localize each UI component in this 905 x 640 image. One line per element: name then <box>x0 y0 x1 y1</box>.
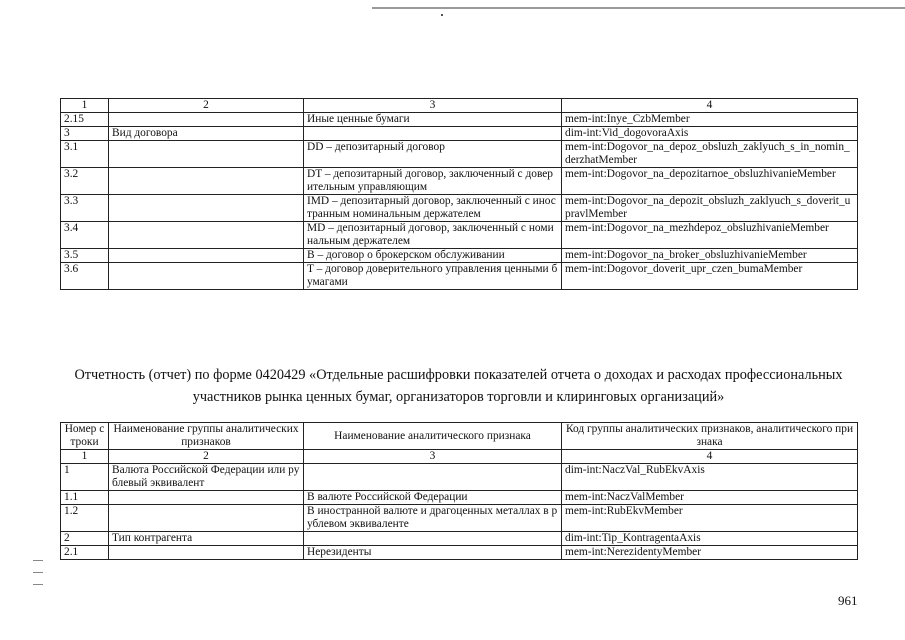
group-name: Валюта Российской Федерации или рублевый эквивалент <box>109 464 304 491</box>
feature-name: DD – депозитарный договор <box>304 141 562 168</box>
group-name <box>109 249 304 263</box>
group-name <box>109 546 304 560</box>
scan-margin-mark <box>33 584 43 585</box>
group-name <box>109 505 304 532</box>
feature-name <box>304 464 562 491</box>
col-index: 2 <box>109 450 304 464</box>
analytic-table-0420429 <box>60 422 858 560</box>
header-row-number: Номер строки <box>61 423 109 450</box>
table-row <box>61 505 858 532</box>
col-index: 1 <box>61 99 109 113</box>
column-headers-row <box>61 423 858 450</box>
table-row <box>61 195 858 222</box>
feature-name: B – договор о брокерском обслуживании <box>304 249 562 263</box>
col-index: 1 <box>61 450 109 464</box>
row-number: 3.1 <box>61 141 109 168</box>
row-number: 1.2 <box>61 505 109 532</box>
feature-name: MD – депозитарный договор, заключенный с номинальным держателем <box>304 222 562 249</box>
column-index-row <box>61 450 858 464</box>
feature-code: mem-int:Dogovor_na_mezhdepoz_obsluzhivanieMember <box>562 222 858 249</box>
header-group-name: Наименование группы аналитических признаков <box>109 423 304 450</box>
group-name <box>109 195 304 222</box>
table-row <box>61 464 858 491</box>
feature-code: dim-int:NaczVal_RubEkvAxis <box>562 464 858 491</box>
row-number: 3.6 <box>61 263 109 290</box>
col-index: 2 <box>109 99 304 113</box>
feature-code: mem-int:Dogovor_doverit_upr_czen_bumaMember <box>562 263 858 290</box>
group-name <box>109 222 304 249</box>
feature-name: IMD – депозитарный договор, заключенный с иностранным номинальным держателем <box>304 195 562 222</box>
feature-name: T – договор доверительного управления ценными бумагами <box>304 263 562 290</box>
group-name <box>109 491 304 505</box>
table-row <box>61 263 858 290</box>
group-name <box>109 263 304 290</box>
col-index: 3 <box>304 99 562 113</box>
row-number: 3.2 <box>61 168 109 195</box>
row-number: 2.1 <box>61 546 109 560</box>
group-name <box>109 113 304 127</box>
scan-margin-mark <box>33 572 43 573</box>
row-number: 3 <box>61 127 109 141</box>
col-index: 4 <box>562 450 858 464</box>
group-name <box>109 168 304 195</box>
row-number: 3.3 <box>61 195 109 222</box>
feature-code: mem-int:RubEkvMember <box>562 505 858 532</box>
header-feature-code: Код группы аналитических признаков, аналитического признака <box>562 423 858 450</box>
feature-name: DT – депозитарный договор, заключенный с доверительным управляющим <box>304 168 562 195</box>
feature-code: mem-int:Dogovor_na_depozitarnoe_obsluzhivanieMember <box>562 168 858 195</box>
form-heading: Отчетность (отчет) по форме 0420429 «Отдельные расшифровки показателей отчета о доходах и расходах профессиональных участников рынка ценных бумаг, организаторов торговли и клиринговых организаций» <box>74 367 843 405</box>
feature-code: mem-int:NerezidentyMember <box>562 546 858 560</box>
table-row <box>61 546 858 560</box>
table-row <box>61 532 858 546</box>
table-row <box>61 127 858 141</box>
feature-code: mem-int:Dogovor_na_depoz_obsluzh_zaklyuch_s_in_nomin_derzhatMember <box>562 141 858 168</box>
top-rule <box>372 7 905 9</box>
header-feature-name: Наименование аналитического признака <box>304 423 562 450</box>
feature-code: mem-int:NaczValMember <box>562 491 858 505</box>
table-row <box>61 222 858 249</box>
table-row <box>61 249 858 263</box>
table-row <box>61 141 858 168</box>
table-row <box>61 168 858 195</box>
feature-code: mem-int:Dogovor_na_depozit_obsluzh_zaklyuch_s_doverit_upravlMember <box>562 195 858 222</box>
row-number: 2 <box>61 532 109 546</box>
scan-margin-mark <box>33 560 43 561</box>
analytic-table-continued <box>60 98 858 290</box>
feature-code: dim-int:Vid_dogovoraAxis <box>562 127 858 141</box>
row-number: 3.4 <box>61 222 109 249</box>
page-number: 961 <box>838 593 858 608</box>
scan-speck <box>441 14 443 16</box>
feature-name <box>304 127 562 141</box>
col-index: 4 <box>562 99 858 113</box>
feature-name <box>304 532 562 546</box>
feature-name: Нерезиденты <box>304 546 562 560</box>
table-row <box>61 491 858 505</box>
group-name: Вид договора <box>109 127 304 141</box>
col-index: 3 <box>304 450 562 464</box>
table-row <box>61 113 858 127</box>
row-number: 2.15 <box>61 113 109 127</box>
row-number: 1.1 <box>61 491 109 505</box>
row-number: 1 <box>61 464 109 491</box>
group-name <box>109 141 304 168</box>
feature-code: mem-int:Dogovor_na_broker_obsluzhivanieMember <box>562 249 858 263</box>
feature-name: В иностранной валюте и драгоценных металлах в рублевом эквиваленте <box>304 505 562 532</box>
feature-code: mem-int:Inye_CzbMember <box>562 113 858 127</box>
feature-name: В валюте Российской Федерации <box>304 491 562 505</box>
feature-code: dim-int:Tip_KontragentaAxis <box>562 532 858 546</box>
table-header-row <box>61 99 858 113</box>
feature-name: Иные ценные бумаги <box>304 113 562 127</box>
group-name: Тип контрагента <box>109 532 304 546</box>
row-number: 3.5 <box>61 249 109 263</box>
